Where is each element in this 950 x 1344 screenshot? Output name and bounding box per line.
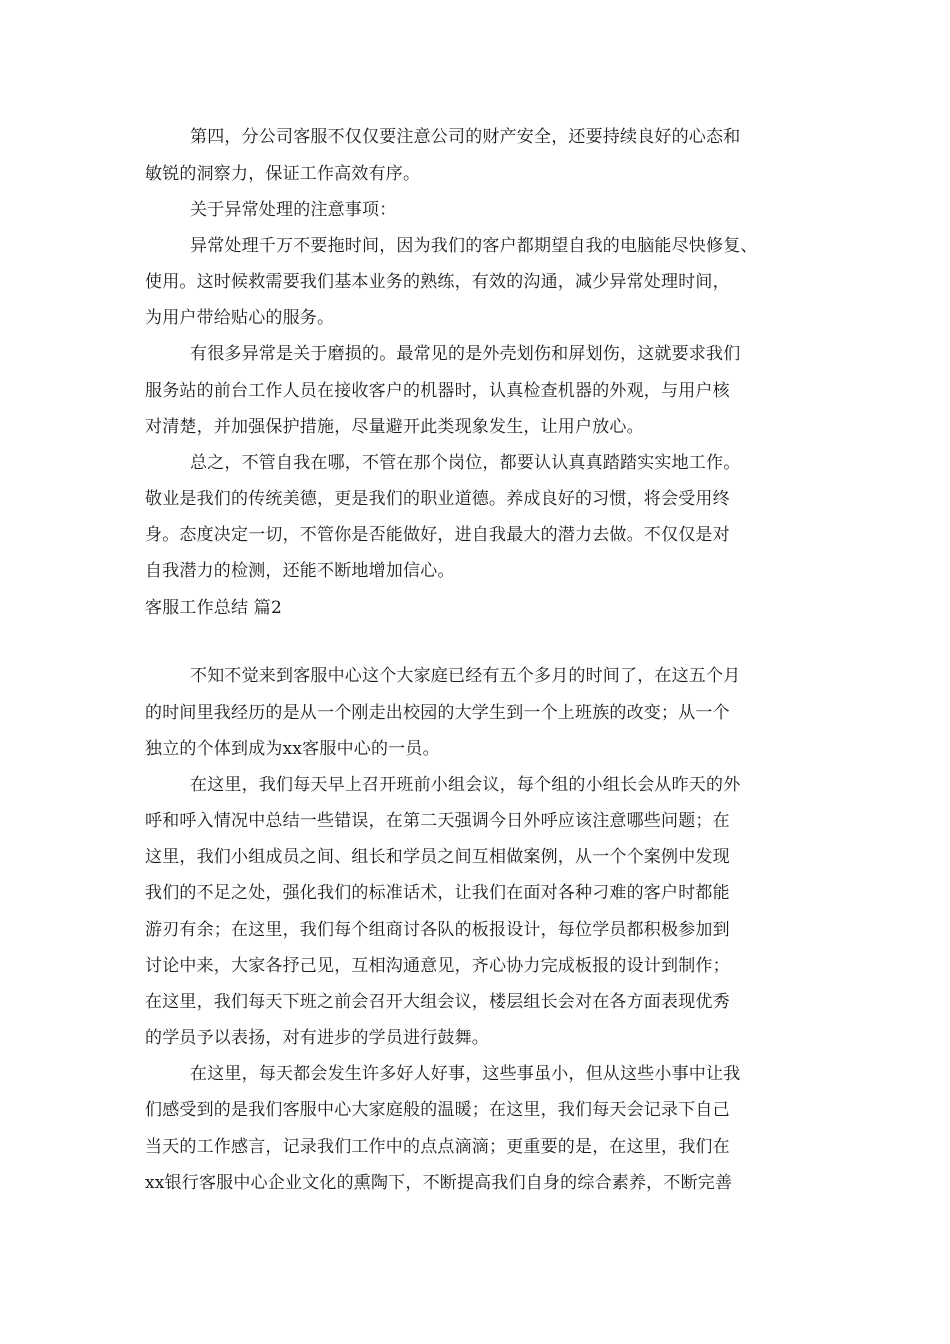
paragraph-line: 在这里，我们每天早上召开班前小组会议，每个组的小组长会从昨天的外 bbox=[190, 775, 741, 795]
paragraph-line: 讨论中来，大家各抒己见，互相沟通意见，齐心协力完成板报的设计到制作； bbox=[145, 956, 730, 976]
paragraph-line: xx银行客服中心企业文化的熏陶下，不断提高我们自身的综合素养，不断完善 bbox=[145, 1173, 733, 1193]
paragraph-line: 敏锐的洞察力，保证工作高效有序。 bbox=[145, 164, 421, 184]
section-heading: 客服工作总结 篇2 bbox=[145, 598, 283, 618]
paragraph-line: 自我潜力的检测，还能不断地增加信心。 bbox=[145, 561, 455, 581]
paragraph-line: 独立的个体到成为xx客服中心的一员。 bbox=[145, 739, 440, 759]
paragraph-line: 异常处理千万不要拖时间，因为我们的客户都期望自我的电脑能尽快修复、 bbox=[190, 236, 758, 256]
paragraph-line: 游刃有余；在这里，我们每个组商讨各队的板报设计，每位学员都积极参加到 bbox=[145, 920, 730, 940]
paragraph-line: 总之，不管自我在哪，不管在那个岗位，都要认认真真踏踏实实地工作。 bbox=[190, 453, 741, 473]
paragraph-line: 第四，分公司客服不仅仅要注意公司的财产安全，还要持续良好的心态和 bbox=[190, 127, 741, 147]
paragraph-line: 为用户带给贴心的服务。 bbox=[145, 308, 335, 328]
paragraph-line: 身。态度决定一切，不管你是否能做好，进自我最大的潜力去做。不仅仅是对 bbox=[145, 525, 730, 545]
paragraph-line: 我们的不足之处，强化我们的标准话术，让我们在面对各种刁难的客户时都能 bbox=[145, 883, 730, 903]
paragraph-line: 的学员予以表扬，对有进步的学员进行鼓舞。 bbox=[145, 1028, 489, 1048]
paragraph-line: 在这里，我们每天下班之前会召开大组会议，楼层组长会对在各方面表现优秀 bbox=[145, 992, 730, 1012]
paragraph-line: 当天的工作感言，记录我们工作中的点点滴滴；更重要的是，在这里，我们在 bbox=[145, 1137, 730, 1157]
paragraph-line: 们感受到的是我们客服中心大家庭般的温暖；在这里，我们每天会记录下自己 bbox=[145, 1100, 730, 1120]
paragraph-line: 在这里，每天都会发生许多好人好事，这些事虽小，但从这些小事中让我 bbox=[190, 1064, 741, 1084]
paragraph-line: 对清楚，并加强保护措施，尽量避开此类现象发生，让用户放心。 bbox=[145, 417, 644, 437]
paragraph-line: 有很多异常是关于磨损的。最常见的是外壳划伤和屏划伤，这就要求我们 bbox=[190, 344, 741, 364]
paragraph-line: 敬业是我们的传统美德，更是我们的职业道德。养成良好的习惯，将会受用终 bbox=[145, 489, 730, 509]
paragraph-line: 这里，我们小组成员之间、组长和学员之间互相做案例，从一个个案例中发现 bbox=[145, 847, 730, 867]
paragraph-line: 呼和呼入情况中总结一些错误，在第二天强调今日外呼应该注意哪些问题；在 bbox=[145, 811, 730, 831]
paragraph-line: 关于异常处理的注意事项： bbox=[190, 200, 397, 220]
paragraph-line: 使用。这时候救需要我们基本业务的熟练，有效的沟通，减少异常处理时间， bbox=[145, 272, 730, 292]
paragraph-line: 的时间里我经历的是从一个刚走出校园的大学生到一个上班族的改变；从一个 bbox=[145, 703, 730, 723]
paragraph-line: 不知不觉来到客服中心这个大家庭已经有五个多月的时间了，在这五个月 bbox=[190, 666, 741, 686]
paragraph-line: 服务站的前台工作人员在接收客户的机器时，认真检查机器的外观，与用户核 bbox=[145, 381, 730, 401]
